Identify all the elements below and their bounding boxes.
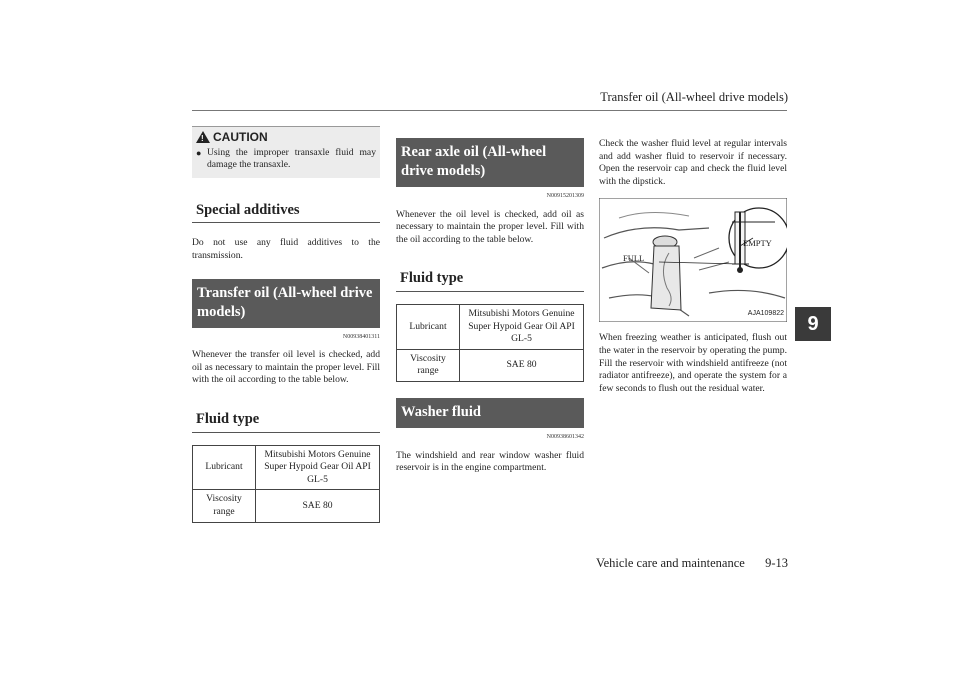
rear-axle-text: Whenever the oil level is checked, add oil as necessary to maintain the proper level. Fill with the oil according to the table below. [396,208,584,245]
viscosity-label: Viscosity range [193,490,256,522]
column-left [192,126,380,523]
lubricant-value: Mitsubishi Motors Genuine Super Hypoid Gear Oil API GL-5 [460,304,584,349]
footer-page-number: 9-13 [765,556,788,570]
table-row [397,349,584,381]
special-additives-heading: Special additives [192,198,380,224]
table-row [193,490,380,522]
transfer-fluid-table [192,445,380,523]
lubricant-label: Lubricant [193,445,256,490]
washer-fluid-code: N00938601342 [546,433,584,440]
table-row [397,304,584,349]
washer-fluid-heading: Washer fluid [396,398,584,428]
column-middle [396,126,584,475]
fluid-type-heading: Fluid type [192,407,380,433]
washer-reservoir-illustration [599,198,787,322]
transfer-oil-text: Whenever the transfer oil level is checked, add oil as necessary to maintain the proper level. Fill with the oil according to the table below. [192,349,380,386]
column-right [599,126,787,395]
viscosity-value: SAE 80 [256,490,380,522]
special-additives-text: Do not use any fluid additives to the transmission. [192,237,380,261]
transfer-oil-heading: Transfer oil (All-wheel drive models) [192,279,380,328]
table-row [193,445,380,490]
empty-label: EMPTY [743,238,772,249]
caution-text: Using the improper transaxle fluid may damage the transaxle. [207,146,376,171]
header-rule [192,110,787,111]
washer-check-text: Check the washer fluid level at regular intervals and add washer fluid to reservoir if necessary. Open the reservoir cap and check the fluid level with the dipstick. [599,138,787,187]
full-label: FULL [623,253,645,264]
caution-item [196,147,376,172]
figure-code: AJA109822 [747,309,784,317]
transfer-oil-code: N00938401311 [342,333,380,340]
engine-compartment-drawing [599,198,787,322]
rear-axle-code: N00915201309 [546,193,584,199]
bullet-icon: ● [196,147,202,158]
rear-axle-heading: Rear axle oil (All-wheel drive models) [396,138,584,187]
page-footer [596,556,788,571]
footer-section: Vehicle care and maintenance [595,556,745,570]
fluid-type-heading-2: Fluid type [396,266,584,292]
chapter-tab: 9 [795,307,831,341]
lubricant-value: Mitsubishi Motors Genuine Super Hypoid Gear Oil API GL-5 [256,445,380,490]
caution-box [192,126,380,178]
freezing-weather-text: When freezing weather is anticipated, flush out the water in the reservoir by operating the pump. Fill the reservoir with windshield antifreeze (not radiator antifreeze), and operate the system for a few seconds to flush out the residual water. [599,332,787,394]
page-header-title: Transfer oil (All-wheel drive models) [600,90,788,104]
warning-triangle-icon [196,131,210,143]
viscosity-label: Viscosity range [397,349,460,381]
viscosity-value: SAE 80 [460,349,584,381]
lubricant-label: Lubricant [397,304,460,349]
caution-header [196,131,376,144]
caution-title: CAUTION [213,130,268,144]
washer-fluid-text: The windshield and rear window washer fluid reservoir is in the engine compartment. [396,449,584,474]
rear-axle-fluid-table [396,304,584,382]
